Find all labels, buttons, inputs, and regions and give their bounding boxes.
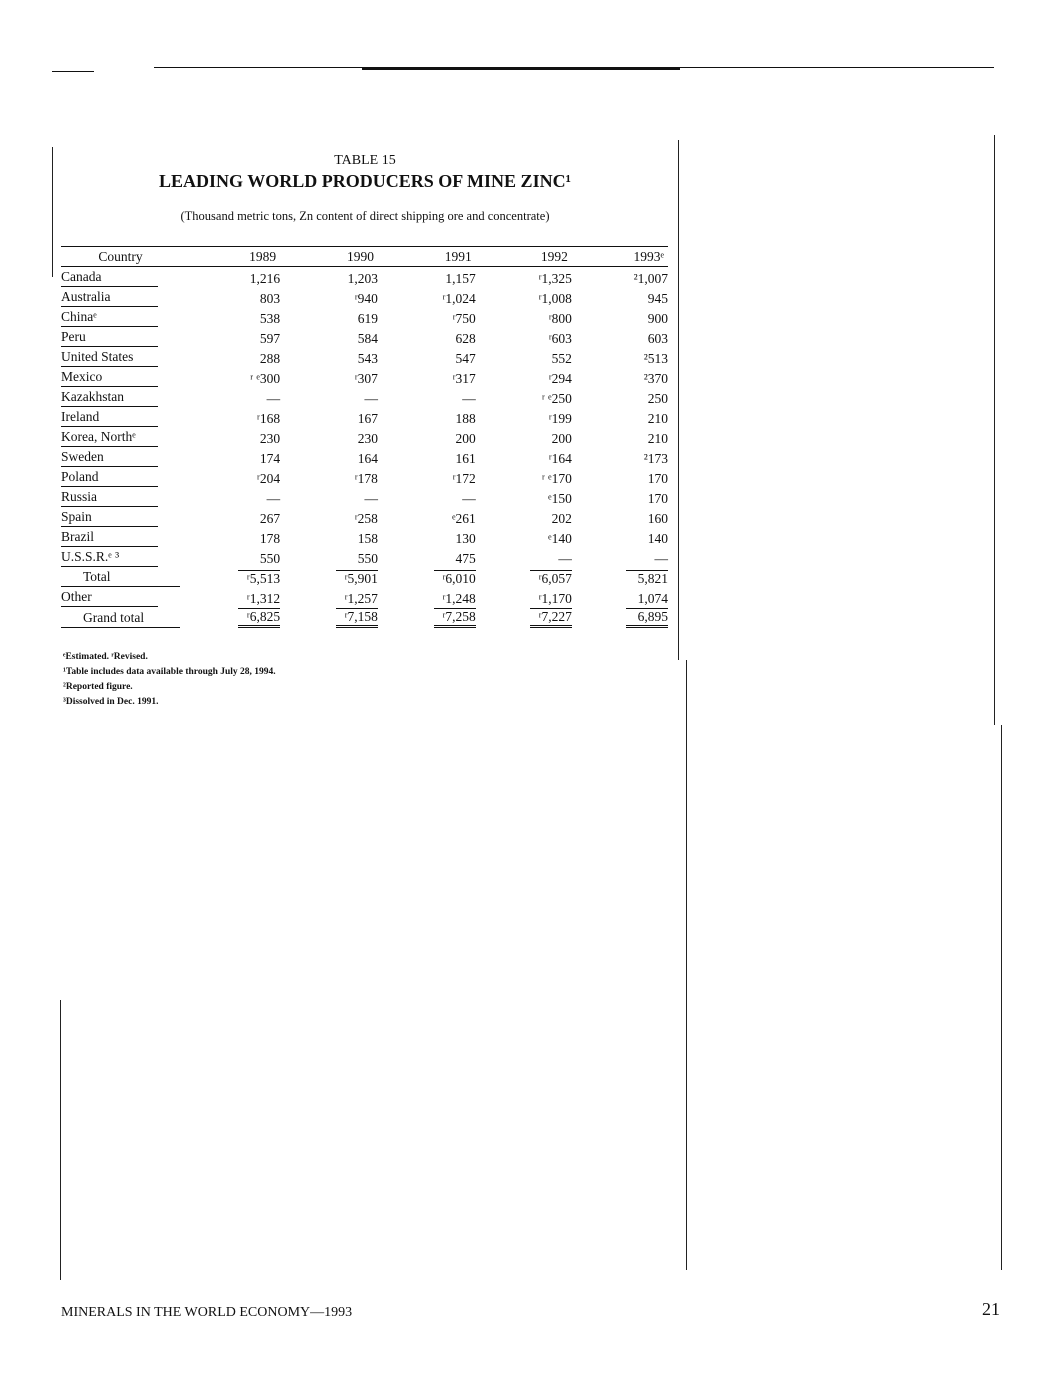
table-number: TABLE 15: [334, 153, 396, 168]
cell-value: 6,895: [626, 608, 668, 628]
cell-value: 803: [259, 291, 281, 306]
table-row: [61, 327, 668, 347]
table-row: [61, 407, 668, 427]
top-rule-thick: [362, 67, 680, 70]
cell-value: 1,157: [445, 271, 476, 286]
header-1990: 1990: [280, 247, 378, 267]
country-name: Poland: [61, 469, 158, 487]
left-column-line-lower: [60, 1000, 61, 1280]
cell-value: —: [654, 551, 668, 566]
cell-value: 547: [455, 351, 476, 366]
country-name: Spain: [61, 509, 158, 527]
cell-value: 250: [647, 391, 668, 406]
country-name: United States: [61, 349, 158, 367]
country-name: Total: [61, 569, 180, 587]
cell-value: ʳ178: [354, 471, 378, 486]
cell-value: ʳ1,248: [442, 591, 476, 606]
table-row: [61, 527, 668, 547]
table-subtitle: (Thousand metric tons, Zn content of direct shipping ore and concentrate): [180, 209, 550, 223]
header-1992: 1992: [476, 247, 572, 267]
table-row: [61, 507, 668, 527]
table-row: [61, 307, 668, 327]
cell-value: 174: [259, 451, 281, 466]
cell-value: 945: [647, 291, 668, 306]
cell-value: ʳ6,057: [530, 570, 572, 587]
right-column-line: [994, 135, 995, 725]
cell-value: ʳ603: [548, 331, 572, 346]
country-name: Canada: [61, 269, 158, 287]
cell-value: ʳ1,170: [538, 591, 572, 606]
cell-value: ʳ7,158: [336, 608, 378, 628]
cell-value: 158: [357, 531, 378, 546]
cell-value: ʳ317: [452, 371, 476, 386]
table-row: [61, 547, 668, 567]
cell-value: 628: [455, 331, 476, 346]
header-country: Country: [61, 247, 184, 267]
cell-value: 230: [357, 431, 378, 446]
table-row: [61, 347, 668, 367]
cell-value: —: [266, 391, 281, 406]
country-name: U.S.S.R.ᵉ ³: [61, 549, 158, 567]
table-title: LEADING WORLD PRODUCERS OF MINE ZINC¹: [159, 171, 571, 191]
cell-value: 140: [647, 531, 668, 546]
cell-value: 1,216: [249, 271, 281, 286]
table-row: [61, 587, 668, 607]
cell-value: ʳ164: [548, 451, 572, 466]
cell-value: ʳ ᵉ250: [541, 391, 572, 406]
cell-value: 619: [357, 311, 378, 326]
table-row: [61, 567, 668, 587]
header-1989: 1989: [184, 247, 280, 267]
header-1991: 1991: [378, 247, 476, 267]
country-name: Korea, Northᵉ: [61, 429, 158, 447]
header-1993: 1993ᵉ: [572, 247, 668, 267]
country-name: Peru: [61, 329, 158, 347]
cell-value: 5,821: [626, 570, 668, 587]
cell-value: ʳ ᵉ170: [541, 471, 572, 486]
cell-value: 230: [259, 431, 281, 446]
table-row: [61, 387, 668, 407]
cell-value: ʳ5,513: [238, 570, 280, 587]
cell-value: —: [462, 491, 476, 506]
cell-value: 170: [647, 471, 668, 486]
country-name: Russia: [61, 489, 158, 507]
table-header-row: [61, 247, 668, 267]
cell-value: ²1,007: [633, 271, 668, 286]
cell-value: 597: [259, 331, 281, 346]
cell-value: ʳ1,257: [344, 591, 378, 606]
cell-value: ʳ750: [452, 311, 476, 326]
cell-value: 550: [357, 551, 378, 566]
cell-value: 1,203: [347, 271, 378, 286]
top-rule-short: [52, 71, 94, 72]
cell-value: 1,074: [637, 591, 668, 606]
cell-value: 170: [647, 491, 668, 506]
table-row: [61, 607, 668, 628]
cell-value: 160: [647, 511, 668, 526]
footnote: ²Reported figure.: [63, 682, 133, 692]
cell-value: 188: [455, 411, 476, 426]
cell-value: 288: [259, 351, 281, 366]
cell-value: —: [266, 491, 281, 506]
cell-value: 538: [259, 311, 281, 326]
right-column-line-lower: [1001, 725, 1002, 1270]
cell-value: ʳ172: [452, 471, 476, 486]
cell-value: ʳ6,010: [434, 570, 476, 587]
cell-value: 900: [647, 311, 668, 326]
footnote: ³Dissolved in Dec. 1991.: [63, 697, 159, 707]
cell-value: 200: [551, 431, 572, 446]
cell-value: ʳ294: [548, 371, 572, 386]
table-row: [61, 447, 668, 467]
cell-value: ʳ7,227: [530, 608, 572, 628]
cell-value: —: [462, 391, 476, 406]
cell-value: 584: [357, 331, 378, 346]
cell-value: 161: [455, 451, 476, 466]
cell-value: 164: [357, 451, 378, 466]
table-row: [61, 487, 668, 507]
cell-value: —: [558, 551, 572, 566]
cell-value: ²370: [643, 371, 668, 386]
cell-value: ʳ5,901: [336, 570, 378, 587]
table-row: [61, 367, 668, 387]
cell-value: ᵉ140: [548, 531, 572, 546]
cell-value: 130: [455, 531, 476, 546]
footnote: ᵉEstimated. ʳRevised.: [63, 652, 148, 662]
publication-footer: MINERALS IN THE WORLD ECONOMY—1993: [61, 1305, 353, 1320]
cell-value: ʳ204: [256, 471, 281, 486]
cell-value: ʳ1,024: [442, 291, 476, 306]
table-row: [61, 267, 668, 288]
cell-value: 475: [455, 551, 476, 566]
cell-value: ²513: [643, 351, 668, 366]
cell-value: ʳ307: [354, 371, 378, 386]
cell-value: ᵉ261: [452, 511, 476, 526]
cell-value: ʳ199: [548, 411, 572, 426]
country-name: Ireland: [61, 409, 158, 427]
table-row: [61, 427, 668, 447]
country-name: Grand total: [61, 610, 180, 628]
zinc-producers-table: [61, 246, 668, 628]
country-name: Sweden: [61, 449, 158, 467]
footnotes: [63, 650, 276, 710]
cell-value: 603: [647, 331, 668, 346]
cell-value: ʳ1,008: [538, 291, 572, 306]
left-column-line: [52, 147, 53, 277]
table-row: [61, 287, 668, 307]
cell-value: 550: [259, 551, 281, 566]
cell-value: 552: [551, 351, 572, 366]
cell-value: —: [364, 391, 378, 406]
cell-value: ʳ1,325: [538, 271, 572, 286]
country-name: Other: [61, 589, 158, 607]
middle-column-line-lower: [686, 660, 687, 1270]
country-name: Kazakhstan: [61, 389, 158, 407]
cell-value: ʳ1,312: [246, 591, 281, 606]
cell-value: ʳ800: [548, 311, 572, 326]
cell-value: ᵉ150: [548, 491, 572, 506]
table-row: [61, 467, 668, 487]
cell-value: 543: [357, 351, 378, 366]
country-name: Brazil: [61, 529, 158, 547]
cell-value: 210: [647, 431, 668, 446]
cell-value: ʳ168: [256, 411, 281, 426]
middle-column-line: [678, 140, 679, 660]
page-number: 21: [982, 1299, 1000, 1319]
footnote: ¹Table includes data available through July 28, 1994.: [63, 667, 276, 677]
cell-value: ʳ6,825: [238, 608, 280, 628]
cell-value: ʳ940: [354, 291, 378, 306]
cell-value: ʳ7,258: [434, 608, 476, 628]
cell-value: ²173: [643, 451, 668, 466]
country-name: Australia: [61, 289, 158, 307]
cell-value: ʳ ᵉ300: [250, 371, 281, 386]
cell-value: 200: [455, 431, 476, 446]
cell-value: ʳ258: [354, 511, 378, 526]
country-name: Chinaᵉ: [61, 309, 158, 327]
cell-value: —: [364, 491, 378, 506]
cell-value: 167: [357, 411, 378, 426]
cell-value: 267: [259, 511, 281, 526]
cell-value: 210: [647, 411, 668, 426]
country-name: Mexico: [61, 369, 158, 387]
cell-value: 178: [259, 531, 281, 546]
cell-value: 202: [551, 511, 572, 526]
